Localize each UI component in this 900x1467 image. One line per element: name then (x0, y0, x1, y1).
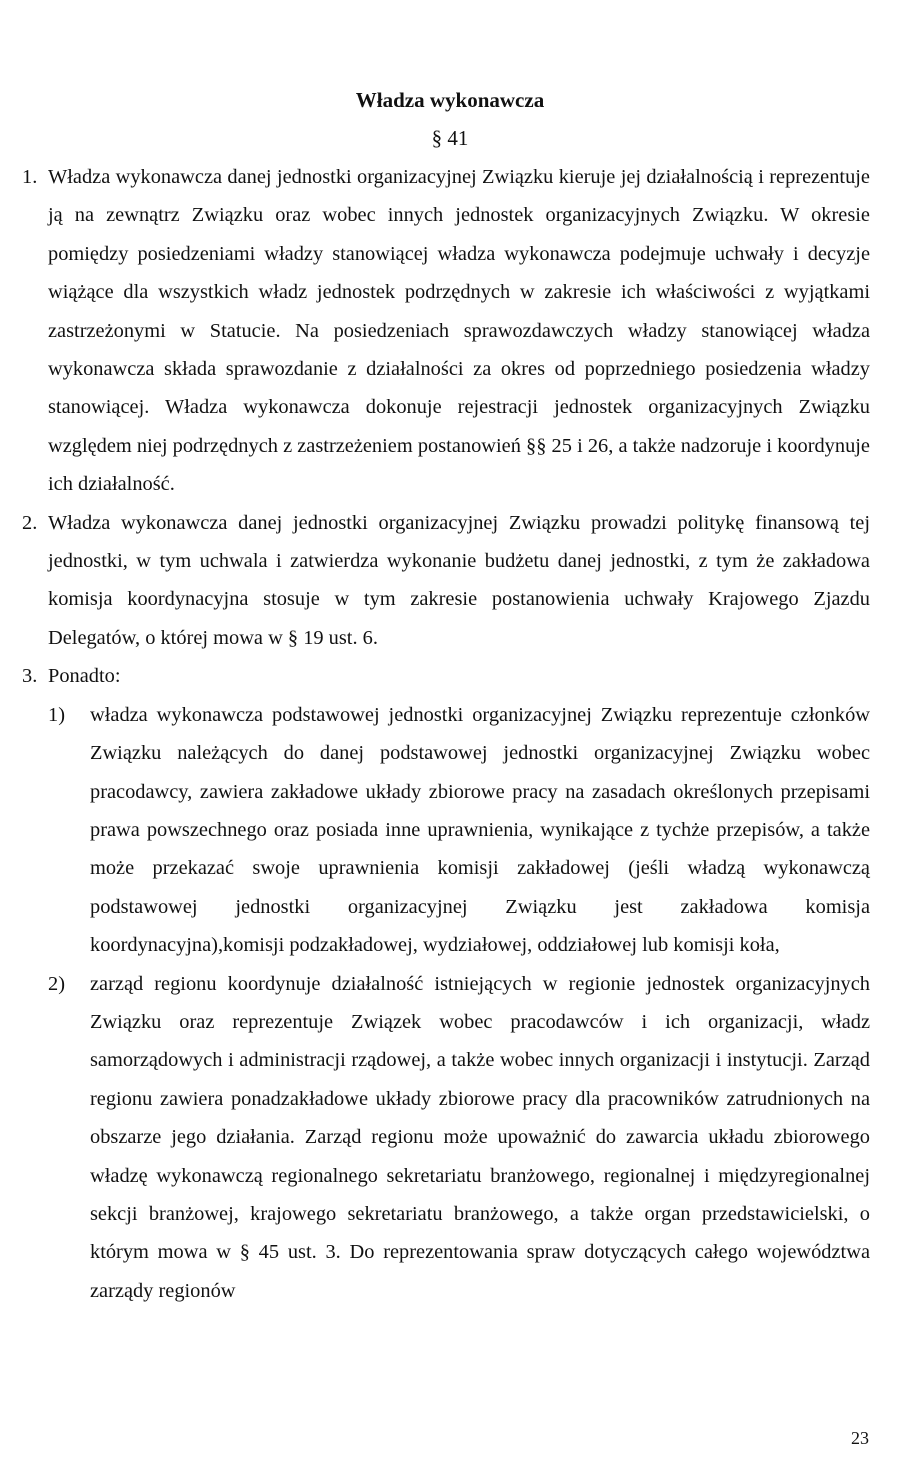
chapter-heading: Władza wykonawcza (355, 88, 545, 112)
sub-item-list (22, 696, 870, 1311)
paragraph-number: 2. (22, 511, 38, 534)
sub-item-text: zarząd regionu koordynuje działalność istniejących w regionie jednostek organizacyjnych Związku oraz reprezentuje Związek wobec pracodawców i ich organizacji, władz samorządowych i administracji rządowej, a także wobec innych organizacji i instytucji. Zarząd regionu zawiera ponadzakładowe układy zbiorowe pracy dla pracowników zatrudnionych na obszarze jego działania. Zarząd regionu może upoważnić do zawarcia układu zbiorowego władzę wykonawczą regionalnego sekretariatu branżowego, regionalnej i międzyregionalnej sekcji branżowej, krajowego sekretariatu branżowego, a także organ przedstawicielski, o którym mowa w § 45 ust. 3. Do reprezentowania spraw dotyczących całego województwa zarządy regionów (90, 972, 870, 1302)
document-body (22, 158, 870, 1310)
sub-item-number: 1) (48, 703, 65, 726)
paragraph-item-2 (22, 504, 870, 658)
sub-item-2 (48, 965, 870, 1311)
sub-item-number: 2) (48, 972, 65, 995)
paragraph-number: 3. (22, 665, 38, 688)
paragraph-item-1 (22, 158, 870, 504)
paragraph-text: Ponadto: (48, 665, 121, 688)
paragraph-number: 1. (22, 166, 38, 188)
paragraph-item-3 (22, 657, 870, 695)
section-number: § 41 (431, 126, 469, 150)
sub-item-1 (48, 696, 870, 965)
paragraph-text: Władza wykonawcza danej jednostki organizacyjnej Związku kieruje jej działalnością i reprezentuje ją na zewnątrz Związku oraz wobec innych jednostek organizacyjnych Związku. W okresie pomiędzy posiedzeniami władzy stanowiącej władza wykonawcza podejmuje uchwały i decyzje wiążące dla wszystkich władz jednostek podrzędnych w zakresie ich właściwości z wyjątkami zastrzeżonymi w Statucie. Na posiedzeniach sprawozdawczych władzy stanowiącej władza wykonawcza składa sprawozdanie z działalności za okres od poprzedniego posiedzenia władzy stanowiącej. Władza wykonawcza dokonuje rejestracji jednostek organizacyjnych Związku względem niej podrzędnych z zastrzeżeniem postanowień §§ 25 i 26, a także nadzoruje i koordynuje ich działalność. (48, 166, 870, 496)
sub-item-text: władza wykonawcza podstawowej jednostki organizacyjnej Związku reprezentuje członków Związku należących do danej podstawowej jednostki organizacyjnej Związku wobec pracodawcy, zawiera zakładowe układy zbiorowe pracy na zasadach określonych przepisami prawa powszechnego oraz posiada inne uprawnienia, wynikające z tychże przepisów, a także może przekazać swoje uprawnienia komisji zakładowej (jeśli władzą wykonawczą podstawowej jednostki organizacyjnej Związku jest zakładowa komisja koordynacyjna),komisji podzakładowej, wydziałowej, oddziałowej lub komisji koła, (90, 703, 870, 957)
page-number: 23 (851, 1428, 869, 1448)
paragraph-text: Władza wykonawcza danej jednostki organizacyjnej Związku prowadzi politykę finansową tej jednostki, w tym uchwala i zatwierdza wykonanie budżetu danej jednostki, z tym że zakładowa komisja koordynacyjna stosuje w tym zakresie postanowienia uchwały Krajowego Zjazdu Delegatów, o której mowa w § 19 ust. 6. (48, 511, 870, 649)
